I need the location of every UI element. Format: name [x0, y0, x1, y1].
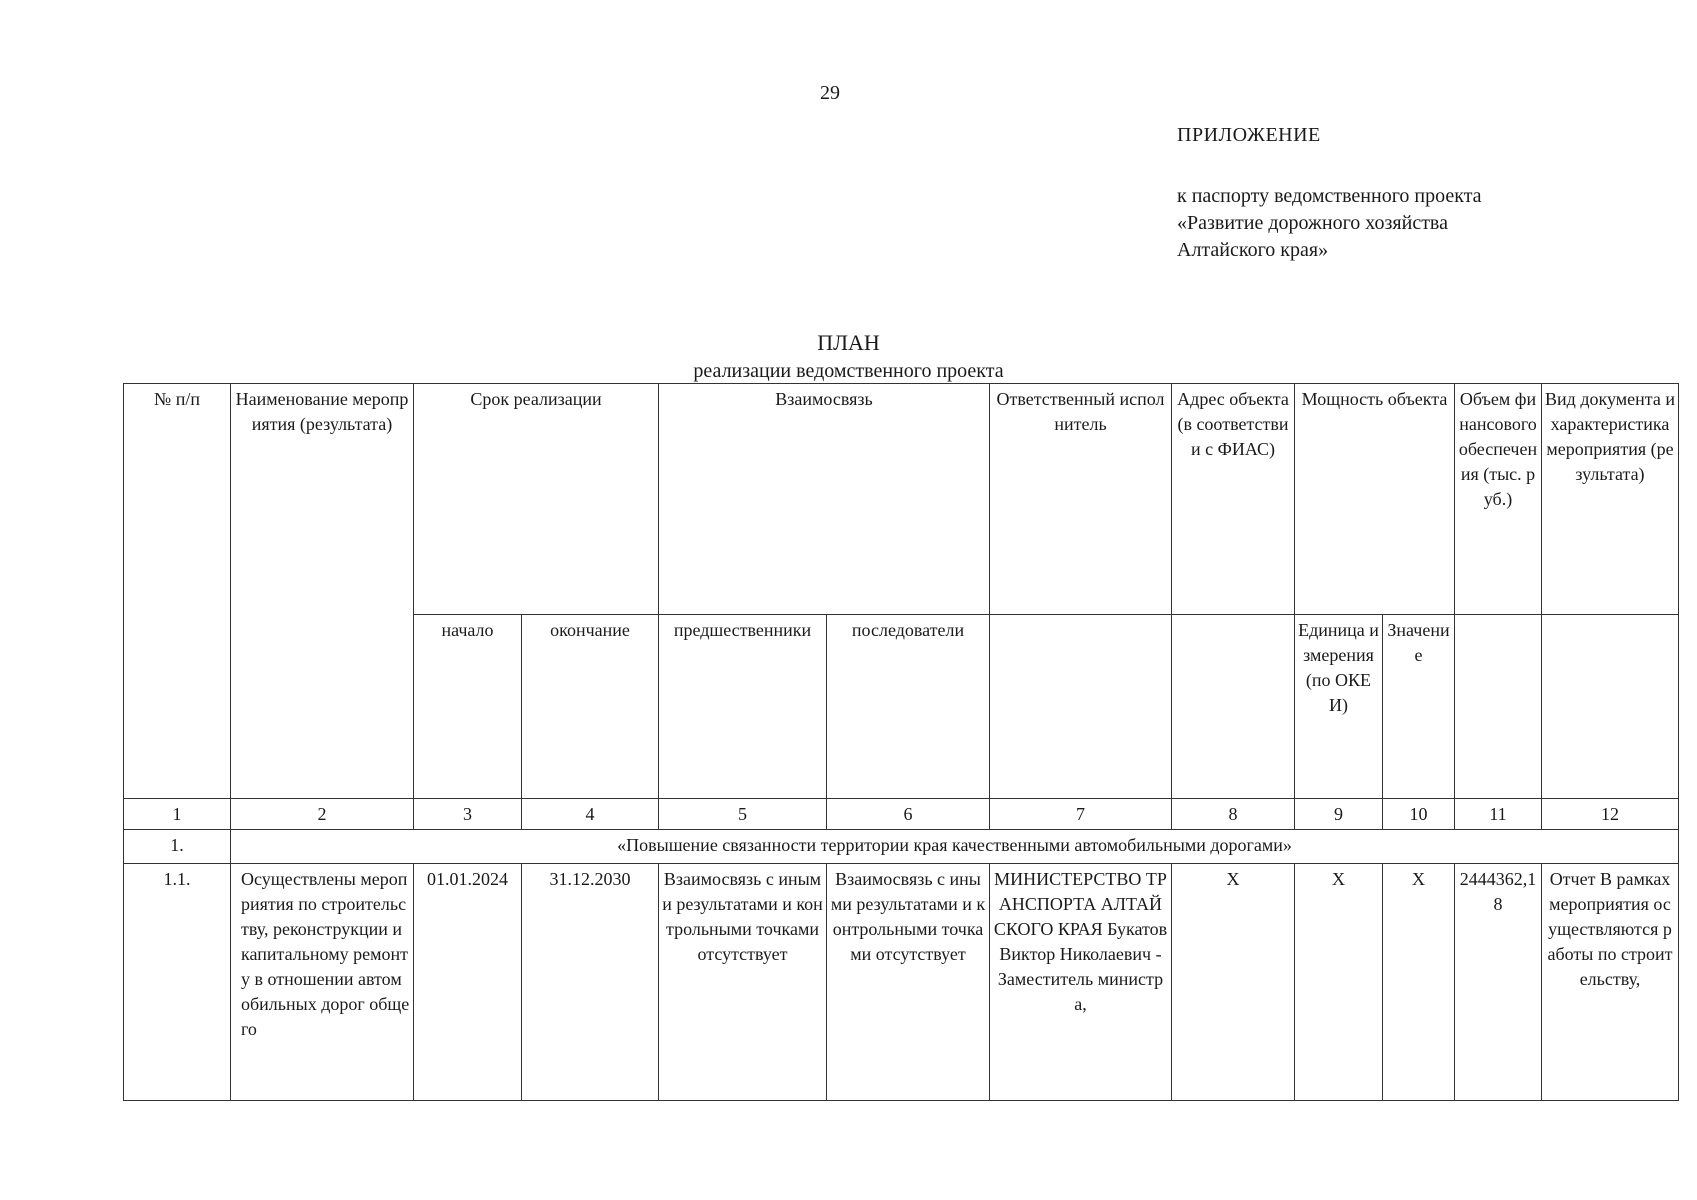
- page-number: 29: [820, 82, 840, 104]
- row-doc-type: Отчет В рамках мероприятия осуществляются работы по строительству,: [1542, 864, 1679, 1101]
- row-value: Х: [1383, 864, 1455, 1101]
- empty-cell: [1172, 615, 1295, 799]
- header-address: Адрес объекта (в соответствии с ФИАС): [1172, 384, 1295, 615]
- appendix-title: ПРИЛОЖЕНИЕ: [1177, 124, 1321, 146]
- row-number: 1.1.: [124, 864, 231, 1101]
- row-responsible: МИНИСТЕРСТВО ТРАНСПОРТА АЛТАЙСКОГО КРАЯ Букатов Виктор Николаевич - Заместитель министра,: [990, 864, 1172, 1101]
- empty-cell: [1542, 615, 1679, 799]
- header-row: [124, 384, 1679, 615]
- plan-title: ПЛАН: [817, 330, 880, 355]
- header-period: Срок реализации: [414, 384, 659, 615]
- plan-table: [123, 383, 1679, 1101]
- appendix-reference: [1177, 183, 1482, 264]
- column-number: 3: [414, 799, 522, 830]
- appendix-line: к паспорту ведомственного проекта: [1177, 185, 1482, 207]
- column-number: 10: [1383, 799, 1455, 830]
- empty-cell: [1455, 615, 1542, 799]
- column-number: 7: [990, 799, 1172, 830]
- column-number: 11: [1455, 799, 1542, 830]
- row-successors: Взаимосвязь с иными результатами и контрольными точками отсутствует: [827, 864, 990, 1101]
- row-name: Осуществлены мероприятия по строительству, реконструкции и капитальному ремонту в отношении автомобильных дорог общего: [231, 864, 414, 1101]
- table-row: [124, 864, 1679, 1101]
- header-start: начало: [414, 615, 522, 799]
- header-name: Наименование мероприятия (результата): [231, 384, 414, 799]
- header-capacity: Мощность объекта: [1295, 384, 1455, 615]
- row-funding: 2444362,18: [1455, 864, 1542, 1101]
- header-value: Значение: [1383, 615, 1455, 799]
- row-predecessors: Взаимосвязь с иными результатами и контрольными точками отсутствует: [659, 864, 827, 1101]
- header-end: окончание: [522, 615, 659, 799]
- empty-cell: [990, 615, 1172, 799]
- row-start-date: 01.01.2024: [414, 864, 522, 1101]
- header-responsible: Ответственный исполнитель: [990, 384, 1172, 615]
- header-relation: Взаимосвязь: [659, 384, 990, 615]
- header-successors: последователи: [827, 615, 990, 799]
- row-address: Х: [1172, 864, 1295, 1101]
- column-number: 9: [1295, 799, 1383, 830]
- header-predecessors: предшественники: [659, 615, 827, 799]
- plan-subtitle: реализации ведомственного проекта: [693, 360, 1004, 382]
- header-num: № п/п: [124, 384, 231, 799]
- header-doc-type: Вид документа и характеристика мероприятия (результата): [1542, 384, 1679, 615]
- column-number: 4: [522, 799, 659, 830]
- section-title: «Повышение связанности территории края качественными автомобильными дорогами»: [231, 830, 1679, 864]
- section-number: 1.: [124, 830, 231, 864]
- row-end-date: 31.12.2030: [522, 864, 659, 1101]
- column-number: 1: [124, 799, 231, 830]
- header-unit: Единица измерения (по ОКЕИ): [1295, 615, 1383, 799]
- column-numbers-row: [124, 799, 1679, 830]
- appendix-line: «Развитие дорожного хозяйства: [1177, 212, 1448, 234]
- column-number: 5: [659, 799, 827, 830]
- column-number: 6: [827, 799, 990, 830]
- row-unit: Х: [1295, 864, 1383, 1101]
- header-funding: Объем финансового обеспечения (тыс. руб.): [1455, 384, 1542, 615]
- column-number: 12: [1542, 799, 1679, 830]
- column-number: 8: [1172, 799, 1295, 830]
- appendix-line: Алтайского края»: [1177, 239, 1329, 261]
- section-row: [124, 830, 1679, 864]
- column-number: 2: [231, 799, 414, 830]
